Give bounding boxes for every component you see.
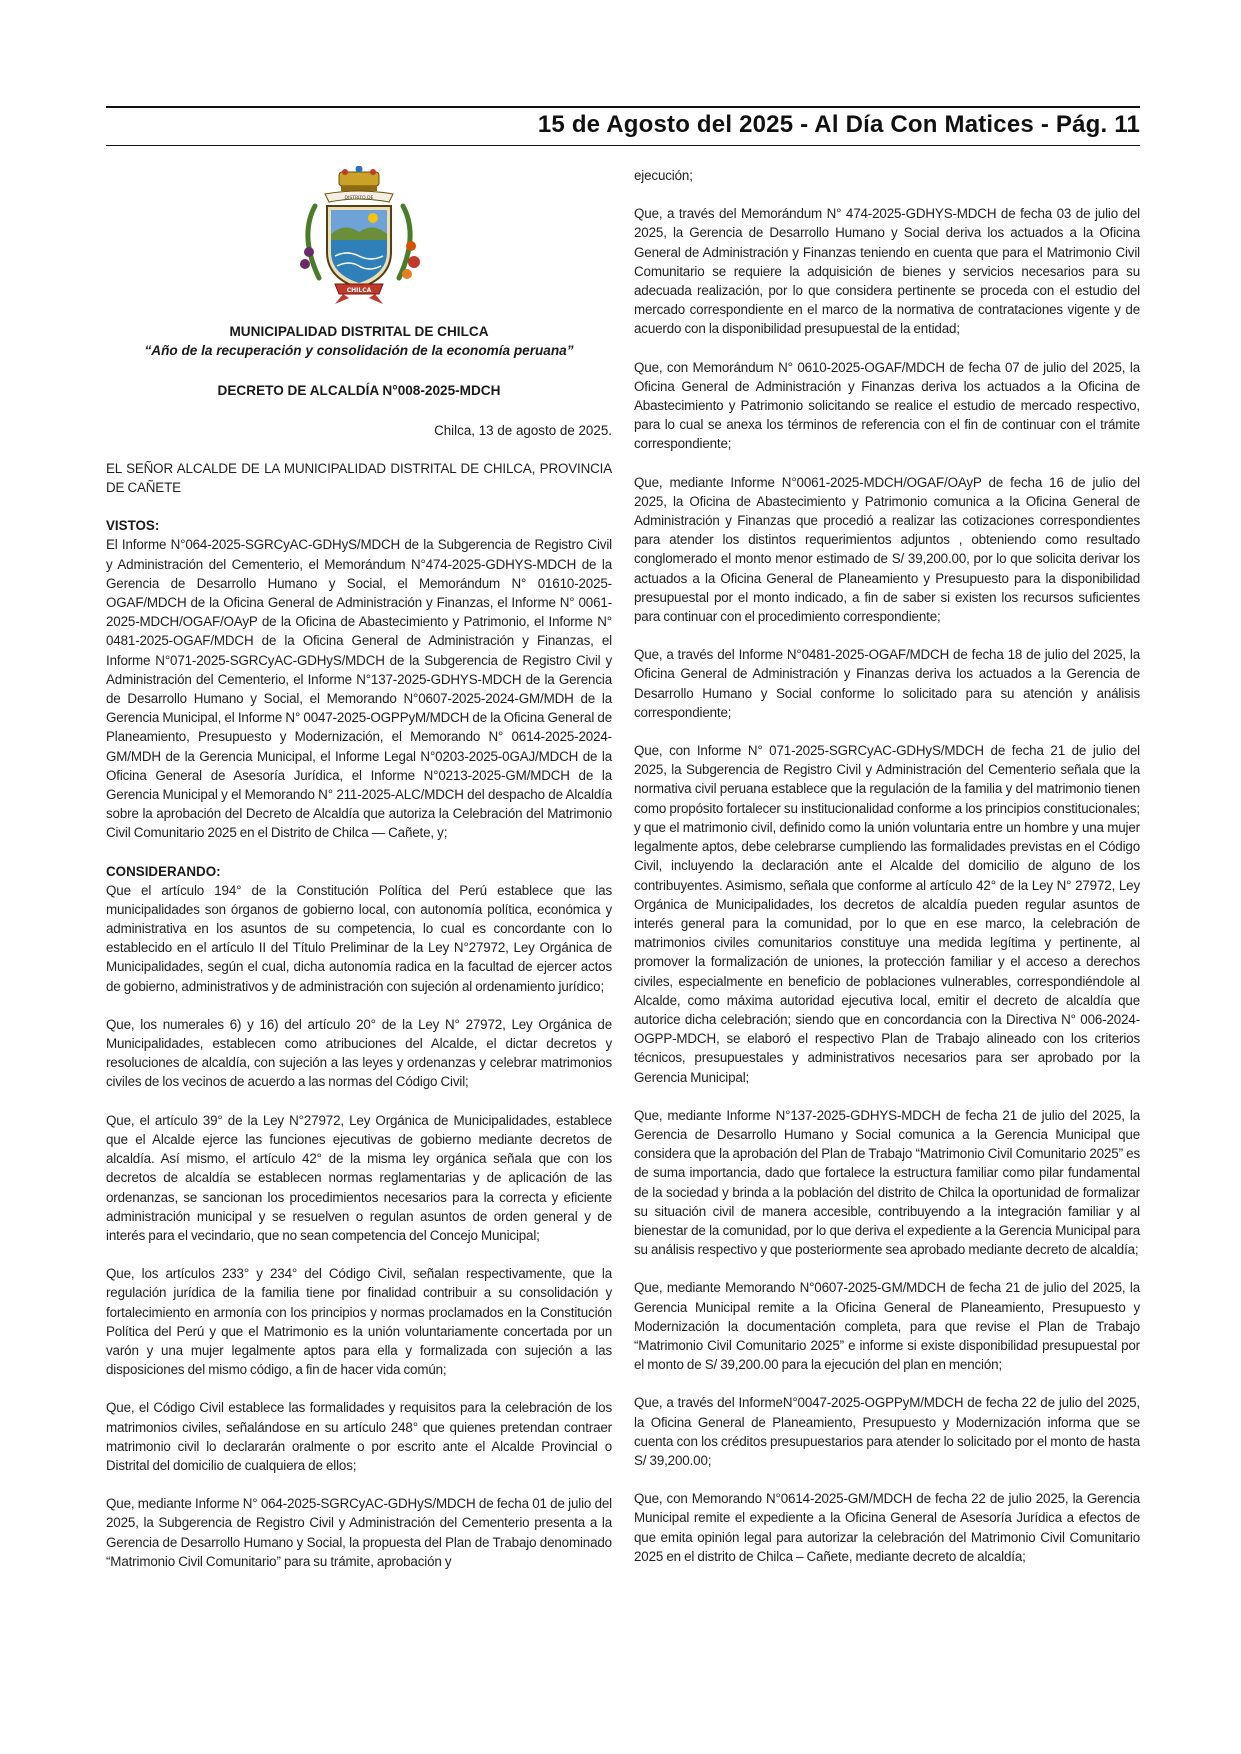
svg-text:DISTRITO DE: DISTRITO DE bbox=[344, 196, 374, 201]
considerando-paragraph: Que, el artículo 39° de la Ley N°27972, Ley Orgánica de Municipalidades, establece que el Alcalde ejerce las funciones ejecutivas de gobierno mediante decretos de alcaldía. Así mismo, el artículo 42° de la misma ley orgánica señala que con los decretos de alcaldía se establecen normas reglamentarias y de aplicación de las ordenanzas, se sancionan los procedimientos necesarios para la correcta y eficiente administración municipal y se resuelven o regulan asuntos de orden general y de interés para el vecindario, que no sean competencia del Concejo Municipal; bbox=[106, 1112, 612, 1243]
decree-title: DECRETO DE ALCALDÍA N°008-2025-MDCH bbox=[217, 383, 501, 398]
page-header-title: 15 de Agosto del 2025 - Al Día Con Matices - Pág. 11 bbox=[537, 111, 1140, 138]
considerando-paragraph: Que, los numerales 6) y 16) del artículo 20° de la Ley N° 27972, Ley Orgánica de Municipalidades, establecen como atribuciones del Alcalde, el dictar decretos y resoluciones de alcaldía, con sujeción a las leyes y ordenanzas y celebrar matrimonios civiles de los vecinos de acuerdo a las normas del Código Civil; bbox=[106, 1016, 612, 1090]
header-bottom-rule bbox=[106, 145, 1140, 146]
right-column bbox=[634, 166, 1140, 1585]
considerando-paragraph: Que, a través del Informe N°0481-2025-OGAF/MDCH de fecha 18 de julio del 2025, la Oficina General de Administración y Finanzas deriva los actuados a la Gerencia de Desarrollo Humano y Social conforme lo solicitado para su atención y análisis correspondiente; bbox=[634, 647, 1140, 720]
considerando-paragraph: Que, mediante Informe N° 064-2025-SGRCyAC-GDHyS/MDCH de fecha 01 de julio del 2025, la Subgerencia de Registro Civil y Administración del Cementerio presenta a la Gerencia de Desarrollo Humano y Social, la propuesta del Plan de Trabajo denominado “Matrimonio Civil Comunitario” para su trámite, aprobación y bbox=[106, 1496, 612, 1569]
municipality-name: MUNICIPALIDAD DISTRITAL DE CHILCA bbox=[229, 324, 489, 339]
considerando-paragraph: Que, mediante Informe N°0061-2025-MDCH/OGAF/OAyP de fecha 16 de julio del 2025, la Oficina de Abastecimiento y Patrimonio comunica a la Oficina General de Administración y Finanzas que procedió a realizar las cotizaciones correspondientes para atender los distintos requerimientos adjuntos , obteniendo como resultado conglomerado el monto menor estimado de S/ 39,200.00, por lo que solicita derivar los actuados a la Oficina General de Planeamiento y Presupuesto para la disponibilidad presupuestal por el monto indicado, a fin de saber si existen los recursos suficientes para continuar con el procedimiento correspondiente; bbox=[634, 474, 1140, 625]
municipal-coat-of-arms-icon bbox=[269, 166, 449, 306]
header-top-rule bbox=[106, 106, 1140, 108]
considerando-paragraph: Que, el Código Civil establece las formalidades y requisitos para la celebración de los matrimonios civiles, señalándose en su artículo 248° que quienes pretendan contraer matrimonio civil lo declararán oralmente o por escrito ante el Alcalde Provincial o Distrital del domicilio de cualquiera de ellos; bbox=[106, 1400, 612, 1473]
considerando-heading: CONSIDERANDO: bbox=[106, 863, 221, 879]
year-motto: “Año de la recuperación y consolidación de la economía peruana” bbox=[144, 343, 574, 358]
left-column bbox=[106, 166, 612, 1590]
considerando-paragraph: ejecución; bbox=[634, 168, 693, 183]
place-date: Chilca, 13 de agosto de 2025. bbox=[434, 423, 612, 438]
intro-paragraph: EL SEÑOR ALCALDE DE LA MUNICIPALIDAD DISTRITAL DE CHILCA, PROVINCIA DE CAÑETE bbox=[106, 461, 612, 496]
considerando-paragraph: Que, los artículos 233° y 234° del Código Civil, señalan respectivamente, que la regulación jurídica de la familia tiene por finalidad contribuir a su consolidación y fortalecimiento en armonía con los principios y normas proclamados en la Constitución Política del Perú y que el Matrimonio es la unión voluntariamente concertada por un varón y una mujer legalmente aptos para ella y formalizada con sujeción a las disposiciones del mismo código, a fin de hacer vida común; bbox=[106, 1266, 612, 1378]
considerando-paragraph: Que, mediante Memorando N°0607-2025-GM/MDCH de fecha 21 de julio del 2025, la Gerencia Municipal remite a la Oficina General de Planeamiento, Presupuesto y Modernización la documentación completa, para que revise el Plan de Trabajo “Matrimonio Civil Comunitario 2025” e informe si existe disponibilidad presupuestal por el monto de S/ 39,200.00 para la ejecución del plan en mención; bbox=[634, 1280, 1140, 1373]
considerando-paragraph: Que, con Memorando N°0614-2025-GM/MDCH de fecha 22 de julio 2025, la Gerencia Municipal remite el expediente a la Oficina General de Asesoría Jurídica a efectos de que emita opinión legal para autorizar la celebración del Matrimonio Civil Comunitario 2025 en el distrito de Chilca – Cañete, mediante decreto de alcaldía; bbox=[634, 1491, 1140, 1564]
considerando-paragraph: Que, mediante Informe N°137-2025-GDHYS-MDCH de fecha 21 de julio del 2025, la Gerencia de Desarrollo Humano y Social comunica a la Gerencia Municipal que considera que la aprobación del Plan de Trabajo “Matrimonio Civil Comunitario 2025” es de suma importancia, dado que fortalece la estructura familiar como pilar fundamental de la sociedad y brinda a la población del distrito de Chilca la oportunidad de formalizar su situación civil de manera accesible, contribuyendo a la integración familiar y al bienestar de la comunidad, por lo que deriva el expediente a la Gerencia Municipal para su análisis respectivo y que posteriormente sea aprobado mediante decreto de alcaldía; bbox=[634, 1107, 1140, 1258]
considerando-paragraph: Que, a través del InformeN°0047-2025-OGPPyM/MDCH de fecha 22 de julio del 2025, la Oficina General de Planeamiento, Presupuesto y Modernización informa que se cuenta con los créditos presupuestarios para atender lo solicitado por el monto de hasta S/ 39,200.00; bbox=[634, 1395, 1140, 1468]
considerando-paragraph: Que, con Memorándum N° 0610-2025-OGAF/MDCH de fecha 07 de julio del 2025, la Oficina General de Administración y Finanzas deriva los actuados a la Oficina de Abastecimiento y Patrimonio solicitando se realice el estudio de mercado respectivo, para lo cual se anexa los términos de referencia con el fin de continuar con el trámite correspondiente; bbox=[634, 359, 1140, 452]
considerando-paragraph: Que, a través del Memorándum N° 474-2025-GDHYS-MDCH de fecha 03 de julio del 2025, la Gerencia de Desarrollo Humano y Social deriva los actuados a la Oficina General de Administración y Finanzas teniendo en cuenta que para el Matrimonio Civil Comunitario se requiere la adquisición de bienes y servicios necesarios para su adecuada realización, por lo que considera pertinente se proceda con el estudio del mercado correspondiente en el marco de la normativa de contrataciones vigente y de acuerdo con la disponibilidad presupuestal de la entidad; bbox=[634, 206, 1140, 337]
considerando-paragraph: Que el artículo 194° de la Constitución Política del Perú establece que las municipalidades son órganos de gobierno local, con autonomía política, económica y administrativa en los asuntos de su competencia, lo cual es concordante con lo establecido en el artículo II del Título Preliminar de la Ley N°27972, Ley Orgánica de Municipalidades, según el cual, dicha autonomía radica en la facultad de ejercer actos de gobierno, administrativos y de administración con sujeción al ordenamiento jurídico; bbox=[106, 882, 612, 994]
vistos-paragraph: El Informe N°064-2025-SGRCyAC-GDHyS/MDCH de la Subgerencia de Registro Civil y Administración del Cementerio, el Memorándum N°474-2025-GDHYS-MDCH de la Gerencia de Desarrollo Humano y Social, el Memorándum N° 01610-2025-OGAF/MDCH de la Oficina General de Administración y Finanzas, el Informe N° 0061-2025-MDCH/OGAF/OAyP de la Oficina de Abastecimiento y Patrimonio, el Informe N° 0481-2025-OGAF/MDCH de la Oficina General de Administración y Finanzas, el Informe N°071-2025-SGRCyAC-GDHyS/MDCH de la Subgerencia de Registro Civil y Administración del Cementerio, el Informe N°137-2025-GDHYS-MDCH de la Gerencia de Desarrollo Humano y Social, el Memorando N°0607-2025-2024-GM/MDH de la Gerencia Municipal, el Informe N° 0047-2025-OGPPyM/MDCH de la Oficina General de Planeamiento, Presupuesto y Modernización, el Memorando N° 0614-2025-2024-GM/MDH de la Gerencia Municipal, el Informe Legal N°0203-2025-0GAJ/MDCH de la Oficina General de Asesoría Jurídica, el Informe N°0213-2025-GM/MDCH de la Gerencia Municipal y el Memorando N° 211-2025-ALC/MDCH del despacho de Alcaldía sobre la aprobación del Decreto de Alcaldía que autoriza la Celebración del Matrimonio Civil Comunitario 2025 en el Distrito de Chilca — Cañete, y; bbox=[106, 537, 612, 841]
considerando-paragraph: Que, con Informe N° 071-2025-SGRCyAC-GDHyS/MDCH de fecha 21 de julio del 2025, la Subgerencia de Registro Civil y Administración del Cementerio señala que la normativa civil peruana establece que la regulación de la familia y del matrimonio tienen como propósito fortalecer su institucionalidad conforme a los principios constitucionales; y que el matrimonio civil, definido como la unión voluntaria entre un hombre y una mujer legalmente aptos, debe celebrarse cumpliendo las formalidades previstas en el Código Civil, incluyendo la declaración ante el Alcalde del domicilio de alguno de los contribuyentes. Asimismo, señala que conforme al artículo 42° de la Ley N° 27972, Ley Orgánica de Municipalidades, los decretos de alcaldía pueden regular asuntos de interés general para la comunidad, por lo que en ese marco, la celebración de matrimonios civiles comunitarios constituye una medida legítima y pertinente, al promover la formalización de uniones, la protección familiar y el acceso a derechos civiles, especialmente en beneficio de poblaciones vulnerables, correspondiéndole al Alcalde, como máxima autoridad ejecutiva local, emitir el decreto de alcaldía que autorice dicha celebración; siendo que en concordancia con la Directiva N° 006-2024-OGPP-MDCH, se elaboró el respectivo Plan de Trabajo alineado con los criterios técnicos, presupuestales y administrativos necesarios para ser aprobado por la Gerencia Municipal; bbox=[634, 743, 1140, 1085]
svg-text:CHILCA: CHILCA bbox=[346, 287, 372, 294]
crown-icon bbox=[339, 166, 379, 191]
vistos-heading: VISTOS: bbox=[106, 518, 160, 534]
